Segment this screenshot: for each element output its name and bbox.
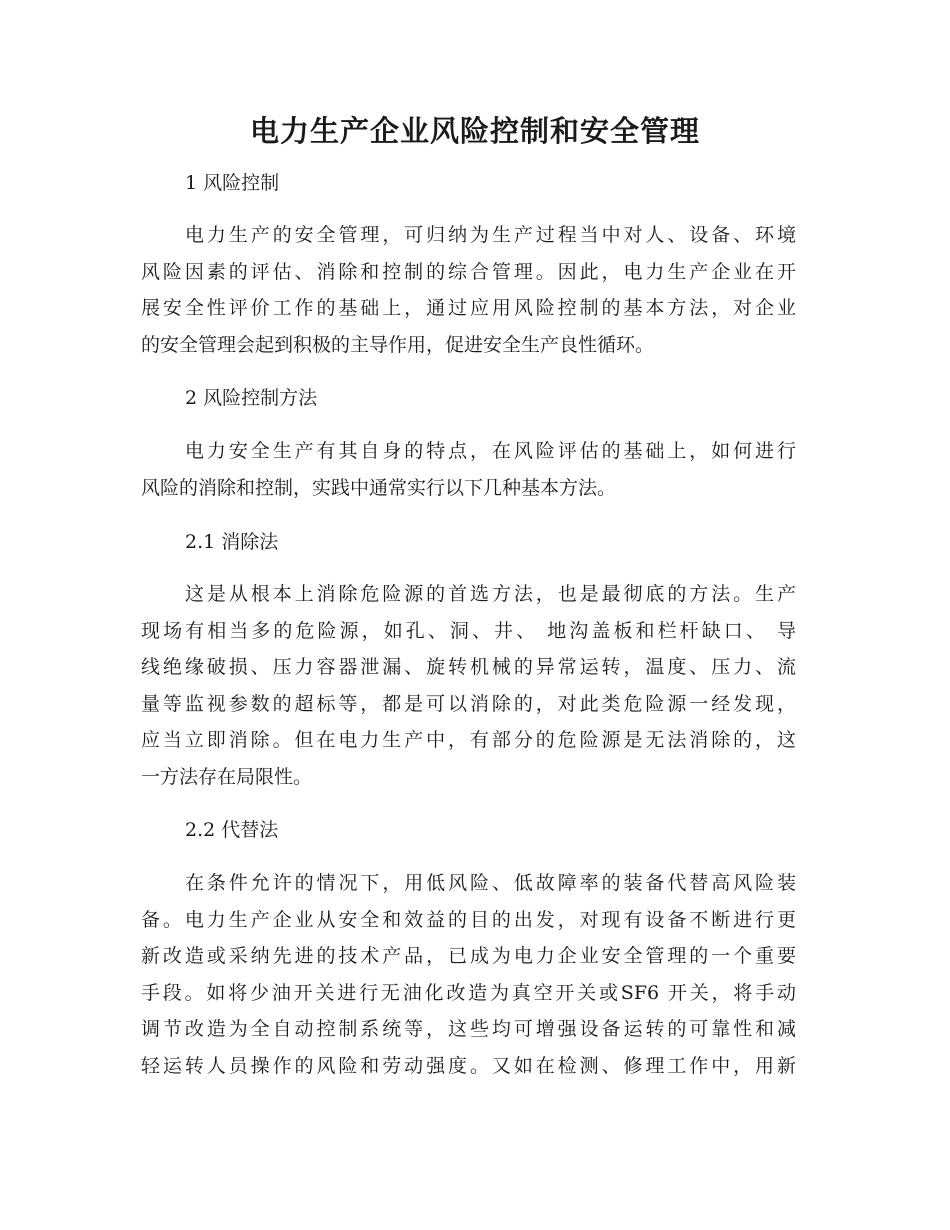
paragraph-line: 轻运转人员操作的风险和劳动强度。又如在检测、修理工作中，用新 — [141, 1054, 796, 1077]
section-heading-2: 2 风险控制方法 — [185, 387, 318, 409]
section-heading-2-1: 2.1 消除法 — [185, 531, 279, 553]
section-heading-1: 1 风险控制 — [185, 172, 280, 194]
paragraph-line: 的安全管理会起到积极的主导作用，促进安全生产良性循环。 — [141, 333, 655, 356]
paragraph-3 — [141, 576, 796, 796]
paragraph-line: 一方法存在局限性。 — [141, 765, 313, 788]
paragraph-line: 电力安全生产有其自身的特点，在风险评估的基础上，如何进行 — [185, 440, 796, 462]
paragraph-line: 展安全性评价工作的基础上，通过应用风险控制的基本方法，对企业 — [141, 297, 796, 320]
paragraph-2 — [141, 433, 796, 506]
paragraph-line: 这是从根本上消除危险源的首选方法，也是最彻底的方法。生产 — [185, 583, 796, 605]
paragraph-line: 调节改造为全自动控制系统等，这些均可增强设备运转的可靠性和减 — [141, 1018, 796, 1041]
paragraph-line: 量等监视参数的超标等，都是可以消除的，对此类危险源一经发现， — [141, 692, 796, 715]
paragraph-line: 备。电力生产企业从安全和效益的目的出发，对现有设备不断进行更 — [141, 908, 796, 931]
paragraph-line: 新改造或采纳先进的技术产品，已成为电力企业安全管理的一个重要 — [141, 945, 796, 968]
paragraph-1 — [141, 217, 796, 363]
paragraph-line: 电力生产的安全管理，可归纳为生产过程当中对人、设备、环境 — [185, 224, 796, 246]
document-title: 电力生产企业风险控制和安全管理 — [249, 114, 700, 148]
paragraph-line: 手段。如将少油开关进行无油化改造为真空开关或SF6 开关，将手动 — [141, 981, 796, 1004]
paragraph-line: 风险的消除和控制，实践中通常实行以下几种基本方法。 — [141, 476, 617, 499]
paragraph-line: 风险因素的评估、消除和控制的综合管理。因此，电力生产企业在开 — [141, 260, 796, 283]
paragraph-line: 在条件允许的情况下，用低风险、低故障率的装备代替高风险装 — [185, 872, 796, 894]
paragraph-line: 应当立即消除。但在电力生产中，有部分的危险源是无法消除的，这 — [141, 729, 796, 752]
paragraph-4 — [141, 865, 796, 1085]
section-heading-2-2: 2.2 代替法 — [185, 819, 279, 841]
paragraph-line: 线绝缘破损、压力容器泄漏、旋转机械的异常运转，温度、压力、流 — [141, 656, 796, 679]
paragraph-line: 现场有相当多的危险源，如孔、洞、井、 地沟盖板和栏杆缺口、 导 — [141, 619, 796, 642]
